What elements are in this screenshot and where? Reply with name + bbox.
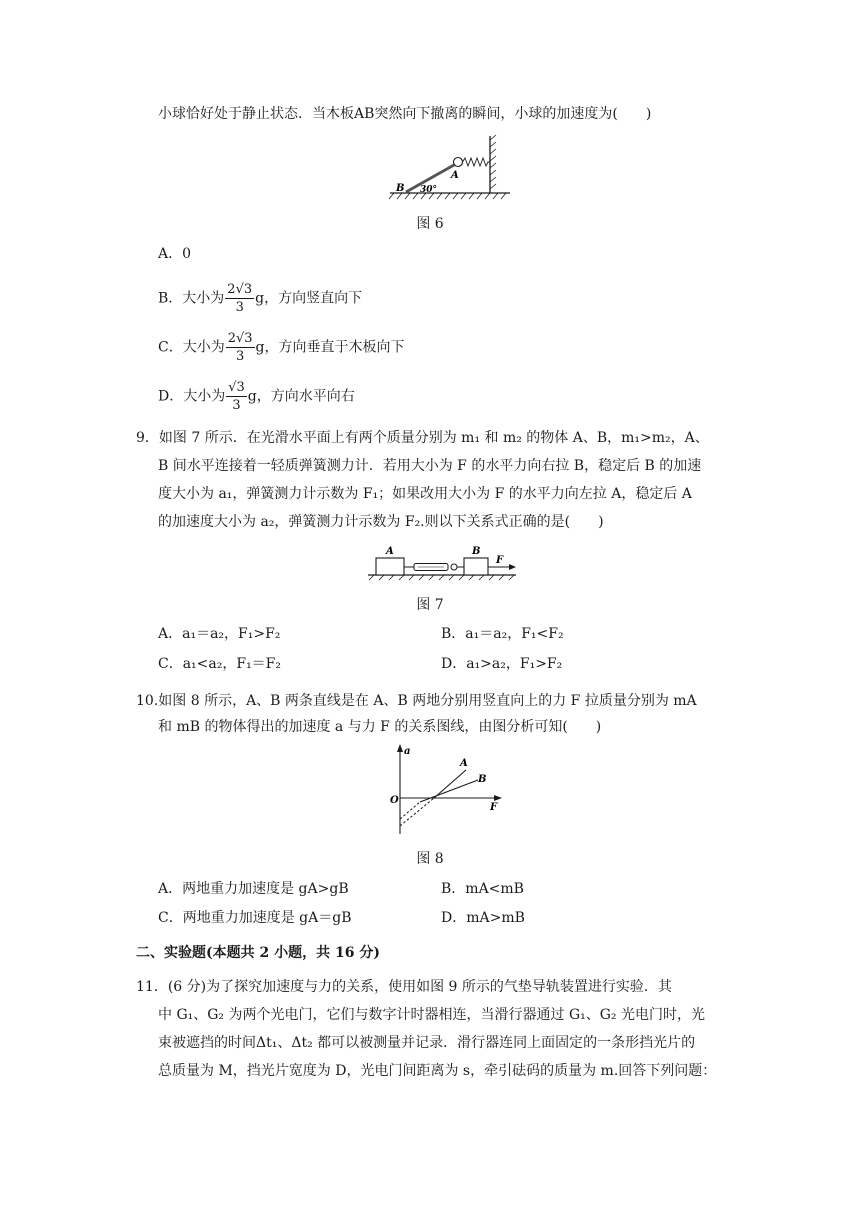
fig8-label-A: A <box>460 758 468 769</box>
q8-option-b: B．大小为 $\frac{2√3}{3}$ g，方向竖直向下 <box>158 282 363 315</box>
figure-6-caption: 图 6 <box>416 216 444 232</box>
q8-stem-tail: 小球恰好处于静止状态．当木板AB突然向下撤离的瞬间，小球的加速度为( ) <box>158 106 652 122</box>
fig6-label-A: A <box>451 170 459 181</box>
fig7-label-F: F <box>496 555 504 566</box>
q9-line-1: 9．如图 7 所示．在光滑水平面上有两个质量分别为 m₁ 和 m₂ 的物体 A、B，m₁>m₂，A、 <box>136 430 709 446</box>
q9-option-b: B．a₁＝a₂，F₁<F₂ <box>441 626 564 642</box>
fig8-label-B: B <box>478 774 487 785</box>
q9-option-c: C．a₁<a₂，F₁＝F₂ <box>158 656 282 672</box>
q11-line-1: 11．(6 分)为了探究加速度与力的关系，使用如图 9 所示的气垫导轨装置进行实验．其 <box>136 979 672 995</box>
fig6-label-B: B <box>396 183 405 194</box>
q10-option-d: D．mA>mB <box>441 910 525 926</box>
fig7-label-A: A <box>386 546 394 557</box>
fig8-label-F: F <box>490 802 498 813</box>
fig8-label-O: O <box>390 795 399 806</box>
q10-option-b: B．mA<mB <box>441 881 524 897</box>
q9-line-4: 的加速度大小为 a₂，弹簧测力计示数为 F₂.则以下关系式正确的是( ) <box>158 514 604 530</box>
q8-option-d: D．大小为 $\frac{√3}{3}$ g，方向水平向右 <box>158 380 355 413</box>
q8-option-c: C．大小为 $\frac{2√3}{3}$ g，方向垂直于木板向下 <box>158 331 405 364</box>
q11-line-3: 束被遮挡的时间Δt₁、Δt₂ 都可以被测量并记录．滑行器连同上面固定的一条形挡光片的 <box>158 1035 696 1051</box>
q11-line-2: 中 G₁、G₂ 为两个光电门，它们与数字计时器相连，当滑行器通过 G₁、G₂ 光电门时，光 <box>158 1007 705 1023</box>
figure-7-blocks-spring-scale <box>366 542 526 582</box>
q9-option-a: A．a₁＝a₂，F₁>F₂ <box>158 626 281 642</box>
section-2-heading: 二、实验题(本题共 2 小题，共 16 分) <box>136 945 380 961</box>
q10-option-a: A．两地重力加速度是 gA>gB <box>158 881 349 897</box>
figure-6-incline-spring <box>380 122 520 202</box>
q9-line-3: 度大小为 a₁，弹簧测力计示数为 F₁；如果改用大小为 F 的水平力向左拉 A，稳定后 A <box>158 486 692 502</box>
q10-line-2: 和 mB 的物体得出的加速度 a 与力 F 的关系图线，由图分析可知( ) <box>158 719 602 735</box>
fig6-label-angle: 30° <box>420 185 438 195</box>
q10-line-1: 10.如图 8 所示，A、B 两条直线是在 A、B 两地分别用竖直向上的力 F 拉质量分别为 mA <box>136 693 697 709</box>
fig7-label-B: B <box>472 546 481 557</box>
figure-8-caption: 图 8 <box>416 851 444 867</box>
figure-8-a-vs-F-graph <box>382 742 512 842</box>
fig8-label-a: a <box>404 746 411 757</box>
q9-line-2: B 间水平连接着一轻质弹簧测力计．若用大小为 F 的水平力向右拉 B，稳定后 B 的加速 <box>158 458 702 474</box>
q11-line-4: 总质量为 M，挡光片宽度为 D，光电门间距离为 s，牵引砝码的质量为 m.回答下列问题： <box>158 1063 717 1079</box>
q10-option-c: C．两地重力加速度是 gA＝gB <box>158 910 352 926</box>
q9-option-d: D．a₁>a₂，F₁>F₂ <box>441 656 563 672</box>
figure-7-caption: 图 7 <box>416 597 444 613</box>
q8-option-a: A．0 <box>158 246 192 262</box>
